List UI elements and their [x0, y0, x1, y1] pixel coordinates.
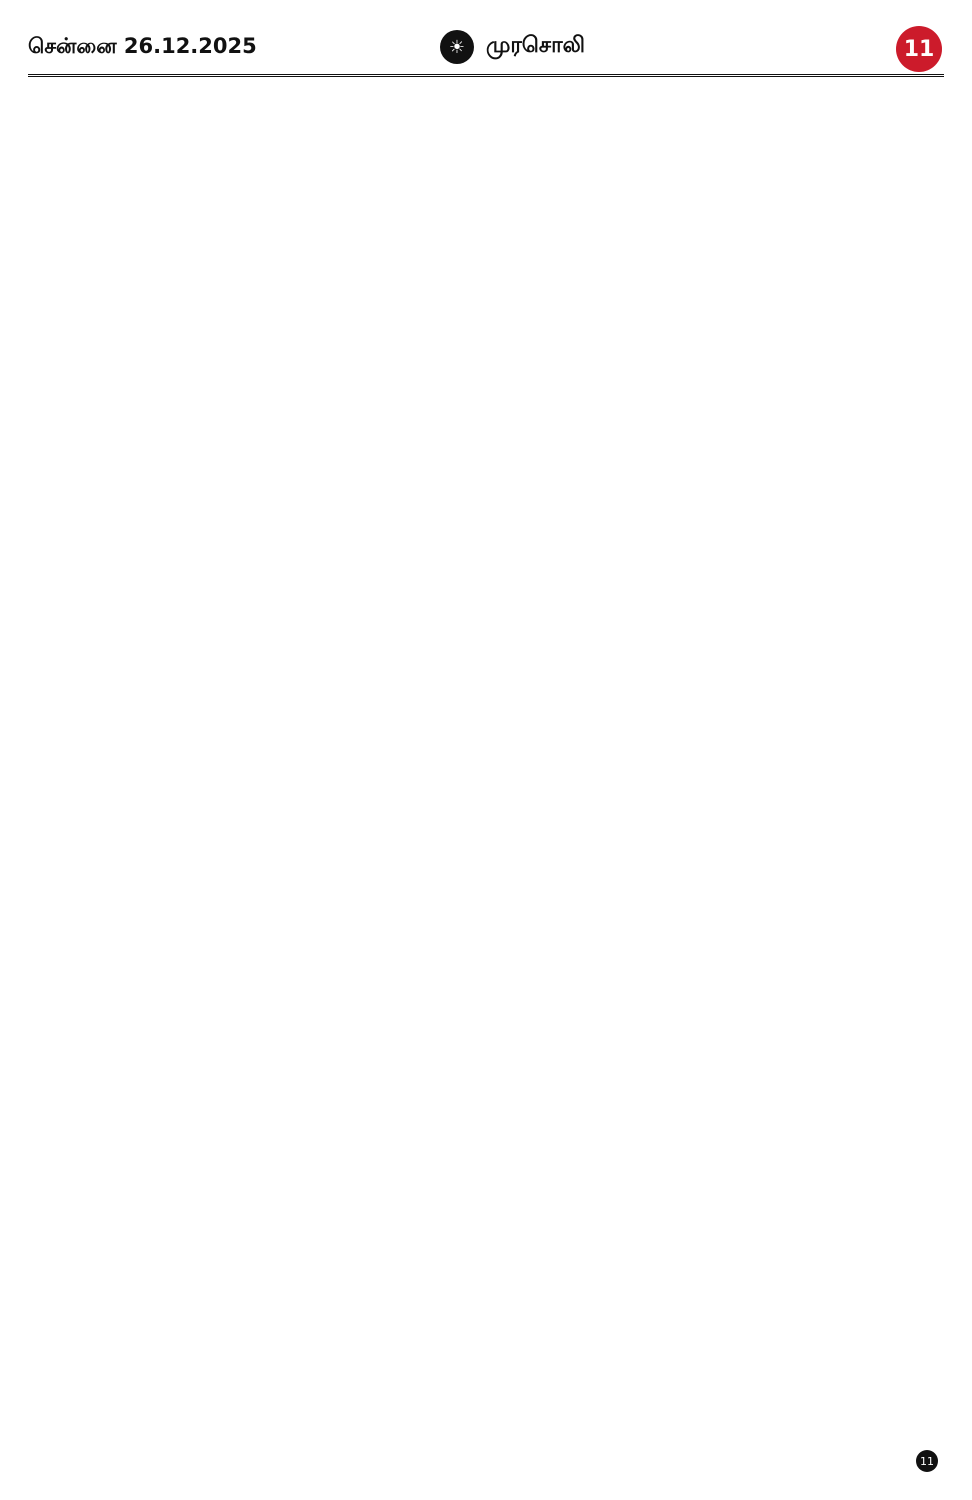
date-line: சென்னை 26.12.2025: [28, 34, 257, 58]
masthead: [440, 30, 585, 64]
sun-logo-icon: ☀: [440, 30, 474, 64]
paper-name: முரசொலி: [486, 33, 585, 58]
page-number-badge: 11: [896, 26, 942, 72]
footer-page-number: 11: [916, 1450, 938, 1472]
header-rule: [28, 74, 944, 77]
page-body: [28, 96, 944, 1456]
page-header: [0, 0, 972, 84]
